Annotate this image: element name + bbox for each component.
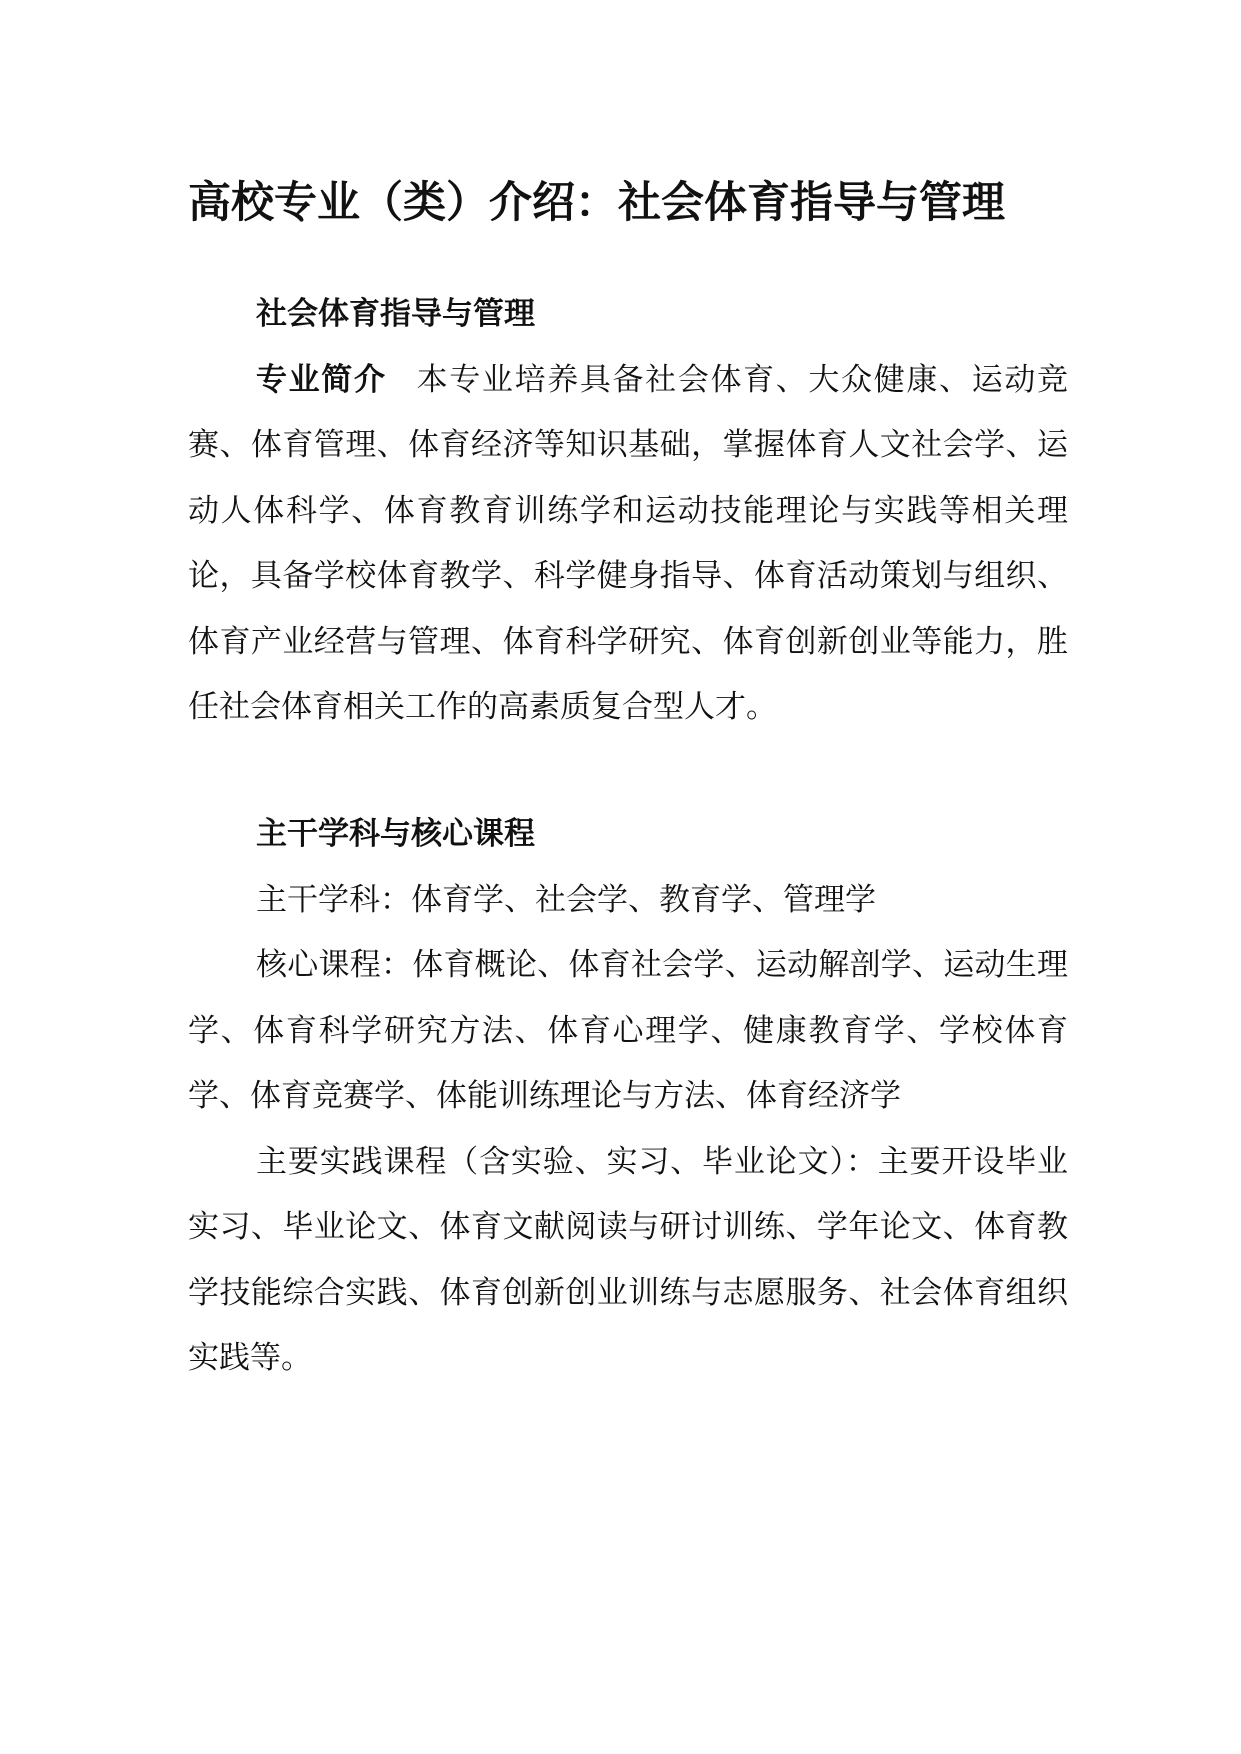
major-intro-text: 本专业培养具备社会体育、大众健康、运动竞赛、体育管理、体育经济等知识基础，掌握体育人文社会学、运动人体科学、体育教育训练学和运动技能理论与实践等相关理论，具备学校体育教学、科学健身指导、体育活动策划与组织、体育产业经营与管理、体育科学研究、体育创新创业等能力，胜任社会体育相关工作的高素质复合型人才。 <box>188 361 1068 725</box>
core-courses-paragraph: 核心课程：体育概论、体育社会学、运动解剖学、运动生理学、体育科学研究方法、体育心理学、健康教育学、学校体育学、体育竞赛学、体能训练理论与方法、体育经济学 <box>188 947 1068 1114</box>
major-intro-paragraph <box>188 348 1068 741</box>
section-intro <box>188 282 1068 741</box>
document-title: 高校专业（类）介绍：社会体育指导与管理 <box>188 178 1005 228</box>
practice-courses-paragraph: 主要实践课程（含实验、实习、毕业论文）：主要开设毕业实习、毕业论文、体育文献阅读与研讨训练、学年论文、体育教学技能综合实践、体育创新创业训练与志愿服务、社会体育组织实践等。 <box>188 1143 1068 1376</box>
section-heading-major-name: 社会体育指导与管理 <box>256 296 535 332</box>
section-courses <box>188 802 1068 1392</box>
section-heading-courses: 主干学科与核心课程 <box>256 816 535 852</box>
main-subjects-paragraph: 主干学科：体育学、社会学、教育学、管理学 <box>256 881 876 918</box>
major-intro-label: 专业简介 <box>256 361 387 398</box>
